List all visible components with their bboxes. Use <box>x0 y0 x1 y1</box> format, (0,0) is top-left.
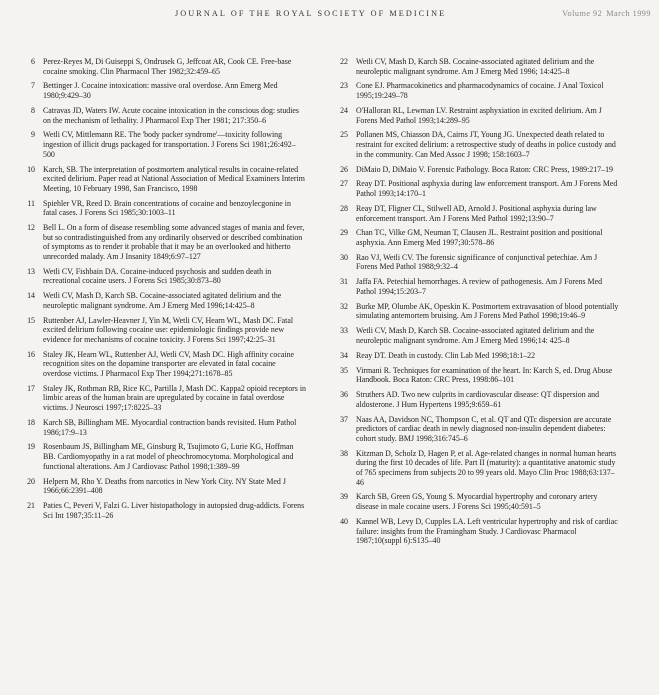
reference-item <box>21 316 306 345</box>
reference-number: 25 <box>340 130 348 140</box>
reference-text: Wetli CV, Mash D, Karch SB. Cocaine-associated agitated delirium and the neuroleptic malignant syndrome. Am J Emerg Med 1996;14: 425–8 <box>356 326 595 345</box>
reference-number: 35 <box>340 365 348 375</box>
reference-item <box>21 384 306 413</box>
reference-text: Karch, SB. The interpretation of postmortem analytical results in cocaine-related excited delirium. Paper read at National Association of Medical Examiners Interim Meeting, 10 February 1998, San Francisco, 1998 <box>43 164 305 193</box>
reference-text: Staley JK, Rothman RB, Rice KC, Partilla J, Mash DC. Kappa2 opioid receptors in limbic areas of the human brain are upregulated by cocaine in fatal overdose victims. J Neurosci 1997;17:8225–33 <box>43 383 306 413</box>
reference-item <box>334 366 619 385</box>
reference-text: Naas AA, Davidson NC, Thompson C, et al. QT and QTc dispersion are accurate predictors of cardiac death in newly diagnosed non-insulin dependent diabetes: cohort study. BMJ 1998;316:745–6 <box>356 414 612 443</box>
reference-number: 21 <box>27 501 35 511</box>
reference-text: Wetli CV, Mash D, Karch SB. Cocaine-associated agitated delirium and the neuroleptic malignant syndrome. Am J Emerg Med 1996; 14:425–8 <box>356 57 595 76</box>
reference-number: 34 <box>340 350 348 360</box>
reference-column-right <box>334 57 619 551</box>
reference-text: Pollanen MS, Chiasson DA, Cairns JT, Young JG. Unexpected death related to restraint for excited delirium: a retrospective study of deaths in police custody and in the community. Can Med Assoc J 1998; 158:1603–7 <box>356 130 616 159</box>
reference-text: Bettinger J. Cocaine intoxication: massive oral overdose. Ann Emerg Med 1980;9:429–30 <box>43 81 278 101</box>
reference-text: Kitzman D, Scholz D, Hagen P, et al. Age-related changes in normal human hearts during the first 10 decades of life. Part II (maturity): a quantitative anatomic study of 765 specimens from subjects 20 to 99 years old. Mayo Clin Proc 1988;63:137–46 <box>356 448 617 487</box>
reference-number: 40 <box>340 516 348 526</box>
reference-text: DiMaio D, DiMaio V. Forensic Pathology. Boca Raton: CRC Press, 1989:217–19 <box>356 164 613 174</box>
reference-text: Reay DT, Fligner CL, Stilwell AD, Arnold J. Positional asphyxia during law enforcement transport. Am J Forens Med Pathol 1992;13:90–7 <box>356 203 597 223</box>
reference-number: 39 <box>340 492 348 502</box>
reference-number: 12 <box>27 223 35 233</box>
reference-text: Reay DT. Positional asphyxia during law enforcement transport. Am J Forens Med Pathol 1993;14:170–1 <box>356 179 618 199</box>
reference-text: Helpern M, Rho Y. Deaths from narcotics in New York City. NY State Med J 1966;66:2391–408 <box>43 476 286 496</box>
reference-text: O'Halloran RL, Lewman LV. Restraint asphyxiation in excited delirium. Am J Forens Med Pathol 1993;14:289–95 <box>356 105 602 125</box>
reference-number: 14 <box>27 291 35 301</box>
reference-text: Karch SB, Green GS, Young S. Myocardial hypertrophy and coronary artery disease in male cocaine users. J Forens Sci 1995;40:591–5 <box>356 492 598 512</box>
reference-item <box>334 228 619 247</box>
reference-item <box>21 106 306 125</box>
reference-text: Reay DT. Death in custody. Clin Lab Med 1998;18:1–22 <box>356 350 536 360</box>
reference-item <box>21 81 306 100</box>
reference-number: 15 <box>27 315 35 325</box>
reference-number: 30 <box>340 252 348 262</box>
reference-number: 38 <box>340 448 348 458</box>
reference-number: 23 <box>340 81 348 91</box>
reference-text: Wetli CV, Fishbain DA. Cocaine-induced psychosis and sudden death in recreational cocaine users. J Forens Sci 1985;30:873–80 <box>43 266 272 286</box>
reference-item <box>334 81 619 100</box>
reference-item <box>21 350 306 379</box>
reference-number: 18 <box>27 417 35 427</box>
reference-number: 28 <box>340 203 348 213</box>
reference-item <box>334 57 619 76</box>
reference-number: 11 <box>27 198 35 208</box>
issue-date: March 1999 <box>606 8 651 18</box>
reference-number: 16 <box>27 349 35 359</box>
reference-item <box>21 267 306 286</box>
reference-number: 26 <box>340 164 348 174</box>
reference-text: Wetli CV, Mash D, Karch SB. Cocaine-associated agitated delirium and the neuroleptic malignant syndrome. Am J Emerg Med 1996;14:425–8 <box>43 291 282 310</box>
reference-number: 9 <box>31 130 35 140</box>
reference-number: 8 <box>31 105 35 115</box>
reference-text: Spiehler VR, Reed D. Brain concentrations of cocaine and benzoylecgonine in fatal cases. J Forens Sci 1985;30:1003–11 <box>43 198 291 218</box>
reference-number: 17 <box>27 383 35 393</box>
reference-text: Rosenbaum JS, Billingham ME, Ginsburg R, Tsujimoto G, Lurie KG, Hoffman BB. Cardiomyopathy in a rat model of pheochromocytoma. Morphological and functional alterations. Am J Cardiovasc Pathol 1998;1:389–99 <box>43 442 294 471</box>
reference-number: 22 <box>340 57 348 66</box>
volume: Volume 92 <box>562 8 603 18</box>
reference-item <box>334 106 619 125</box>
reference-item <box>334 415 619 444</box>
reference-number: 10 <box>27 164 35 174</box>
reference-number: 20 <box>27 476 35 486</box>
reference-number: 13 <box>27 266 35 276</box>
reference-number: 33 <box>340 326 348 336</box>
reference-text: Bell L. On a form of disease resembling some advanced stages of mania and fever, but so contradistinguished from any ordinarily observed or described combination of symptoms as to render it probable that it may be an overlooked and hitherto unrecorded malady. Am J Insanity 1849;6:97–127 <box>43 223 305 261</box>
reference-number: 24 <box>340 105 348 115</box>
reference-text: Catravas JD, Waters IW. Acute cocaine intoxication in the conscious dog: studies on the mechanism of lethality. J Pharmacol Exp Ther 1981; 217:350–6 <box>43 105 299 125</box>
reference-number: 36 <box>340 390 348 400</box>
reference-text: Struthers AD. Two new culprits in cardiovascular disease: QT dispersion and aldosterone. J Hum Hypertens 1995;9:659–61 <box>356 390 600 409</box>
reference-number: 32 <box>340 301 348 311</box>
reference-item <box>334 277 619 296</box>
journal-title: JOURNAL OF THE ROYAL SOCIETY OF MEDICINE <box>175 8 447 18</box>
reference-item <box>21 291 306 310</box>
reference-number: 27 <box>340 179 348 189</box>
reference-text: Karch SB, Billingham ME. Myocardial contraction bands revisited. Hum Pathol 1986;17:9–13 <box>43 417 297 437</box>
reference-text: Chan TC, Vilke GM, Neuman T, Clausen JL. Restraint position and positional asphyxia. Ann Emerg Med 1997;30:578–86 <box>356 228 603 247</box>
reference-text: Kannel WB, Levy D, Cupples LA. Left ventricular hypertrophy and risk of cardiac failure: insights from the Framingham Study. J Cardiovasc Pharmacol 1987;10(suppl 6):S135–40 <box>356 516 618 546</box>
reference-text: Wetli CV, Mittlemann RE. The 'body packer syndrome'—toxicity following ingestion of illicit drugs packaged for transportation. J Forens Sci 1981;26:492–500 <box>43 130 296 159</box>
reference-text: Rao VJ, Wetli CV. The forensic significance of conjunctival petechiae. Am J Forens Med Pathol 1988;9:32–4 <box>356 252 598 272</box>
reference-item <box>334 449 619 487</box>
reference-number: 7 <box>31 81 35 91</box>
reference-item <box>21 130 306 159</box>
reference-text: Perez-Reyes M, Di Guiseppi S, Ondrusek G, Jeffcoat AR, Cook CE. Free-base cocaine smoking. Clin Pharmacol Ther 1982;32:459–65 <box>43 57 292 76</box>
reference-text: Jaffa FA. Petechial hemorrhages. A review of pathogenesis. Am J Forens Med Pathol 1994;15:203–7 <box>356 277 603 296</box>
reference-item <box>21 199 306 218</box>
reference-number: 6 <box>31 57 35 66</box>
reference-number: 29 <box>340 228 348 238</box>
reference-item <box>334 492 619 511</box>
reference-item <box>21 57 306 76</box>
reference-item <box>21 165 306 194</box>
reference-item <box>334 130 619 159</box>
reference-item <box>21 501 306 520</box>
reference-item <box>334 253 619 272</box>
reference-column-left <box>21 57 306 526</box>
reference-item <box>334 326 619 345</box>
reference-item <box>334 204 619 223</box>
reference-item <box>21 477 306 496</box>
reference-text: Staley JK, Hearn WL, Ruttenber AJ, Wetli CV, Mash DC. High affinity cocaine recognition sites on the dopamine transporter are elevated in fatal cocaine overdose victims. J Pharmacol Exp Ther 1994;271:1678–85 <box>43 349 295 378</box>
reference-number: 37 <box>340 414 348 424</box>
reference-item <box>21 442 306 471</box>
reference-number: 31 <box>340 277 348 287</box>
reference-text: Cone EJ. Pharmacokinetics and pharmacodynamics of cocaine. J Anal Toxicol 1995;19:249–78 <box>356 81 604 101</box>
reference-item <box>334 517 619 546</box>
reference-item <box>334 179 619 198</box>
reference-item <box>21 418 306 437</box>
volume-issue <box>558 9 651 18</box>
reference-text: Paties C, Peveri V, Falzi G. Liver histopathology in autopsied drug-addicts. Forens Sci Int 1987;35:11–26 <box>43 501 305 520</box>
reference-item <box>21 223 306 261</box>
reference-item <box>334 390 619 409</box>
running-header <box>0 0 659 22</box>
reference-item <box>334 302 619 321</box>
reference-item <box>334 351 619 361</box>
reference-text: Burke MP, Olumbe AK, Opeskin K. Postmortem extravasation of blood potentially simulating antemortem bruising. Am J Forens Med Pathol 1998;19:46–9 <box>356 301 619 321</box>
reference-number: 19 <box>27 442 35 452</box>
reference-text: Virmani R. Techniques for examination of the heart. In: Karch S, ed. Drug Abuse Handbook. Boca Raton: CRC Press, 1998:86–101 <box>356 365 613 385</box>
reference-text: Ruttenber AJ, Lawler-Heavner J, Yin M, Wetli CV, Hearn WL, Mash DC. Fatal excited delirium following cocaine use: epidemiologic findings provide new evidence for mechanisms of cocaine toxicity. J Forens Sci 1997;42:25–31 <box>43 315 294 344</box>
reference-item <box>334 165 619 175</box>
